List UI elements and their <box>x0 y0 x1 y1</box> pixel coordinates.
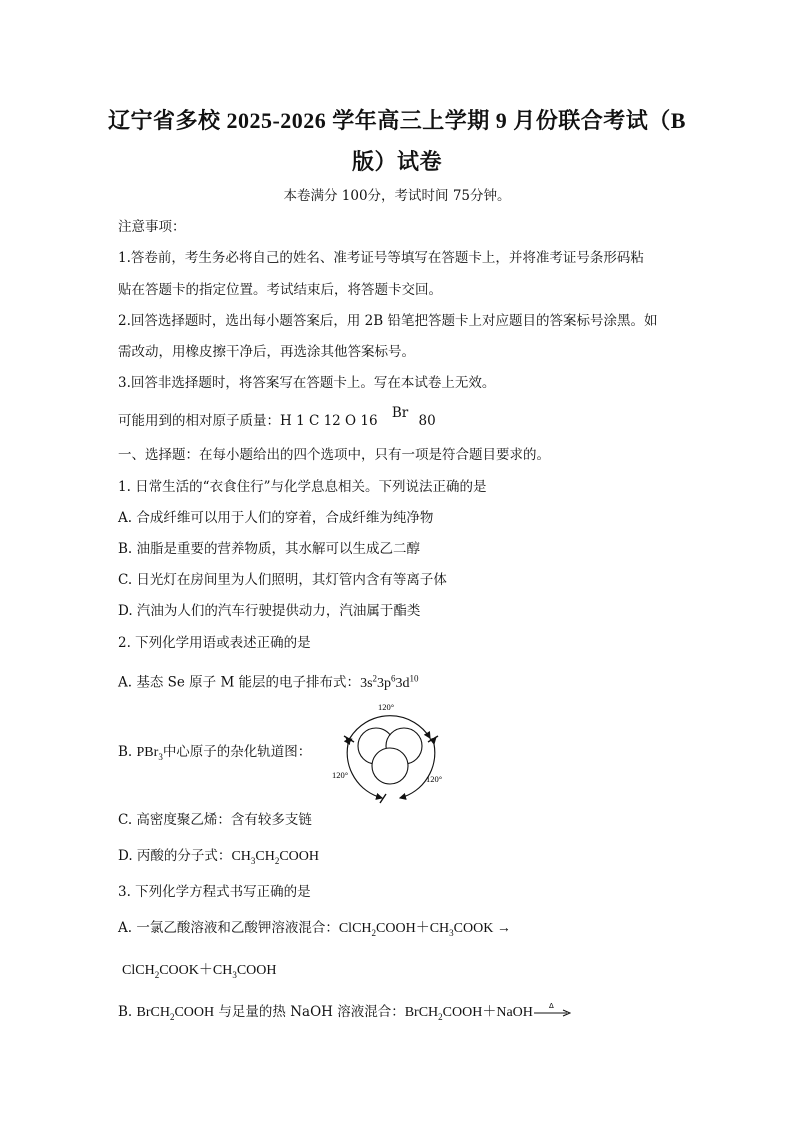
formula-part: ClCH <box>338 921 372 936</box>
q1-stem: 1. 日常生活的“衣食住行”与化学息息相关。下列说法正确的是 <box>118 479 487 495</box>
q2-option-b-text: 中心原子的杂化轨道图： <box>162 744 312 760</box>
atomic-mass-br-value: 80 <box>418 413 436 429</box>
tick-left <box>344 736 354 742</box>
note-2-line2: 需改动，用橡皮擦干净后，再选涂其他答案标号。 <box>118 344 415 360</box>
formula-part: COOH <box>279 849 320 864</box>
q1-option-a: A. 合成纤维可以用于人们的穿着，合成纤维为纯净物 <box>118 510 434 526</box>
arrow-icon <box>533 1002 571 1020</box>
q3-option-a-products <box>122 963 276 978</box>
formula-sup: 10 <box>409 673 419 683</box>
exam-title-line2: 版）试卷 <box>351 149 442 174</box>
formula-part: COOK → <box>453 921 511 936</box>
atomic-masses <box>118 405 436 431</box>
angle-label-top: 120° <box>378 702 395 712</box>
angle-label-left: 120° <box>332 770 349 780</box>
formula-part: COOK＋CH <box>159 963 233 978</box>
q2-option-a <box>118 668 419 694</box>
atomic-mass-br-symbol: Br <box>391 405 409 421</box>
q2-option-b-prefix: B. <box>118 744 137 760</box>
q1-option-b: B. 油脂是重要的营养物质，其水解可以生成乙二醇 <box>118 541 421 557</box>
section-1-heading: 一、选择题：在每小题给出的四个选项中，只有一项是符合题目要求的。 <box>118 447 550 463</box>
angle-label-right: 120° <box>426 774 443 784</box>
q3-option-b-formula2 <box>405 1005 533 1020</box>
heat-reaction-arrow <box>533 1001 571 1018</box>
atomic-masses-label: 可能用到的相对原子质量：H 1 C 12 O 16 <box>118 413 378 429</box>
formula-part: PBr <box>136 745 159 760</box>
exam-meta: 本卷满分 100分，考试时间 75分钟。 <box>283 188 511 204</box>
formula-part: CH <box>255 849 275 864</box>
q1-option-d: D. 汽油为人们的汽车行驶提供动力，汽油属于酯类 <box>118 603 421 619</box>
formula-part: ClCH <box>122 963 155 978</box>
q2-option-a-formula <box>360 673 419 691</box>
note-1-line1: 1.答卷前，考生务必将自己的姓名、准考证号等填写在答题卡上，并将准考证号条形码粘 <box>118 250 644 266</box>
heat-symbol: Δ <box>548 1001 554 1010</box>
q2-option-d-text: D. 丙酸的分子式： <box>118 848 232 864</box>
q3-option-b-text: 与足量的热 NaOH 溶液混合： <box>214 1004 405 1020</box>
formula-sub: 2 <box>438 1011 443 1022</box>
formula-part: COOH＋CH <box>376 921 450 936</box>
formula-sub: 2 <box>371 927 377 938</box>
q2-option-a-text: A. 基态 Se 原子 M 能层的电子排布式： <box>118 674 361 691</box>
formula-sub: 2 <box>154 969 160 980</box>
q3-option-a-equation-part1 <box>339 921 511 936</box>
q2-option-d <box>118 846 319 871</box>
orbital-lobe-bottom <box>372 748 408 784</box>
q2-option-c: C. 高密度聚乙烯：含有较多支链 <box>118 812 312 828</box>
formula-part: CH <box>231 849 251 864</box>
q3-option-a <box>118 918 511 943</box>
tick-bottom <box>380 794 386 803</box>
formula-sup: 2 <box>372 673 378 683</box>
formula-part: 3s <box>360 675 373 691</box>
formula-sub: 3 <box>158 751 163 762</box>
sp2-hybrid-orbital-diagram <box>330 700 450 804</box>
formula-part: 3p <box>377 675 392 691</box>
q2-stem: 2. 下列化学用语或表述正确的是 <box>118 635 311 651</box>
q2-option-b-formula <box>137 745 163 760</box>
q2-option-d-formula <box>231 849 319 864</box>
formula-part: 3d <box>395 675 410 691</box>
formula-sub: 3 <box>250 855 256 866</box>
orbital-diagram-svg <box>330 700 450 804</box>
formula-part: BrCH <box>404 1005 439 1020</box>
formula-part: COOH <box>236 963 277 978</box>
q3-option-b-label: B. <box>118 1004 137 1020</box>
formula-part: COOH <box>174 1005 215 1020</box>
formula-part: COOH＋NaOH <box>442 1005 533 1020</box>
note-2-line1: 2.回答选择题时，选出每小题答案后，用 2B 铅笔把答题卡上对应题目的答案标号涂黑。如 <box>118 313 658 329</box>
q3-stem: 3. 下列化学方程式书写正确的是 <box>118 884 311 900</box>
note-3: 3.回答非选择题时，将答案写在答题卡上。写在本试卷上无效。 <box>118 375 496 391</box>
formula-part: BrCH <box>136 1005 170 1020</box>
q1-option-c: C. 日光灯在房间里为人们照明，其灯管内含有等离子体 <box>118 572 447 588</box>
q3-option-b <box>118 1002 571 1027</box>
formula-sub: 2 <box>274 855 280 866</box>
q3-option-b-formula1 <box>137 1005 215 1020</box>
formula-sub: 3 <box>449 927 454 938</box>
note-1-line2: 贴在答题卡的指定位置。考试结束后，将答题卡交回。 <box>118 282 442 298</box>
formula-sub: 2 <box>169 1011 175 1022</box>
notes-heading: 注意事项： <box>118 219 186 235</box>
formula-sup: 6 <box>391 673 396 683</box>
formula-sub: 3 <box>232 969 237 980</box>
q3-option-a-text: A. 一氯乙酸溶液和乙酸钾溶液混合： <box>118 920 339 936</box>
q2-option-b <box>118 742 311 767</box>
exam-title-line1: 辽宁省多校 2025-2026 学年高三上学期 9 月份联合考试（B <box>107 108 686 133</box>
q3-option-a-equation-part2 <box>122 960 276 985</box>
